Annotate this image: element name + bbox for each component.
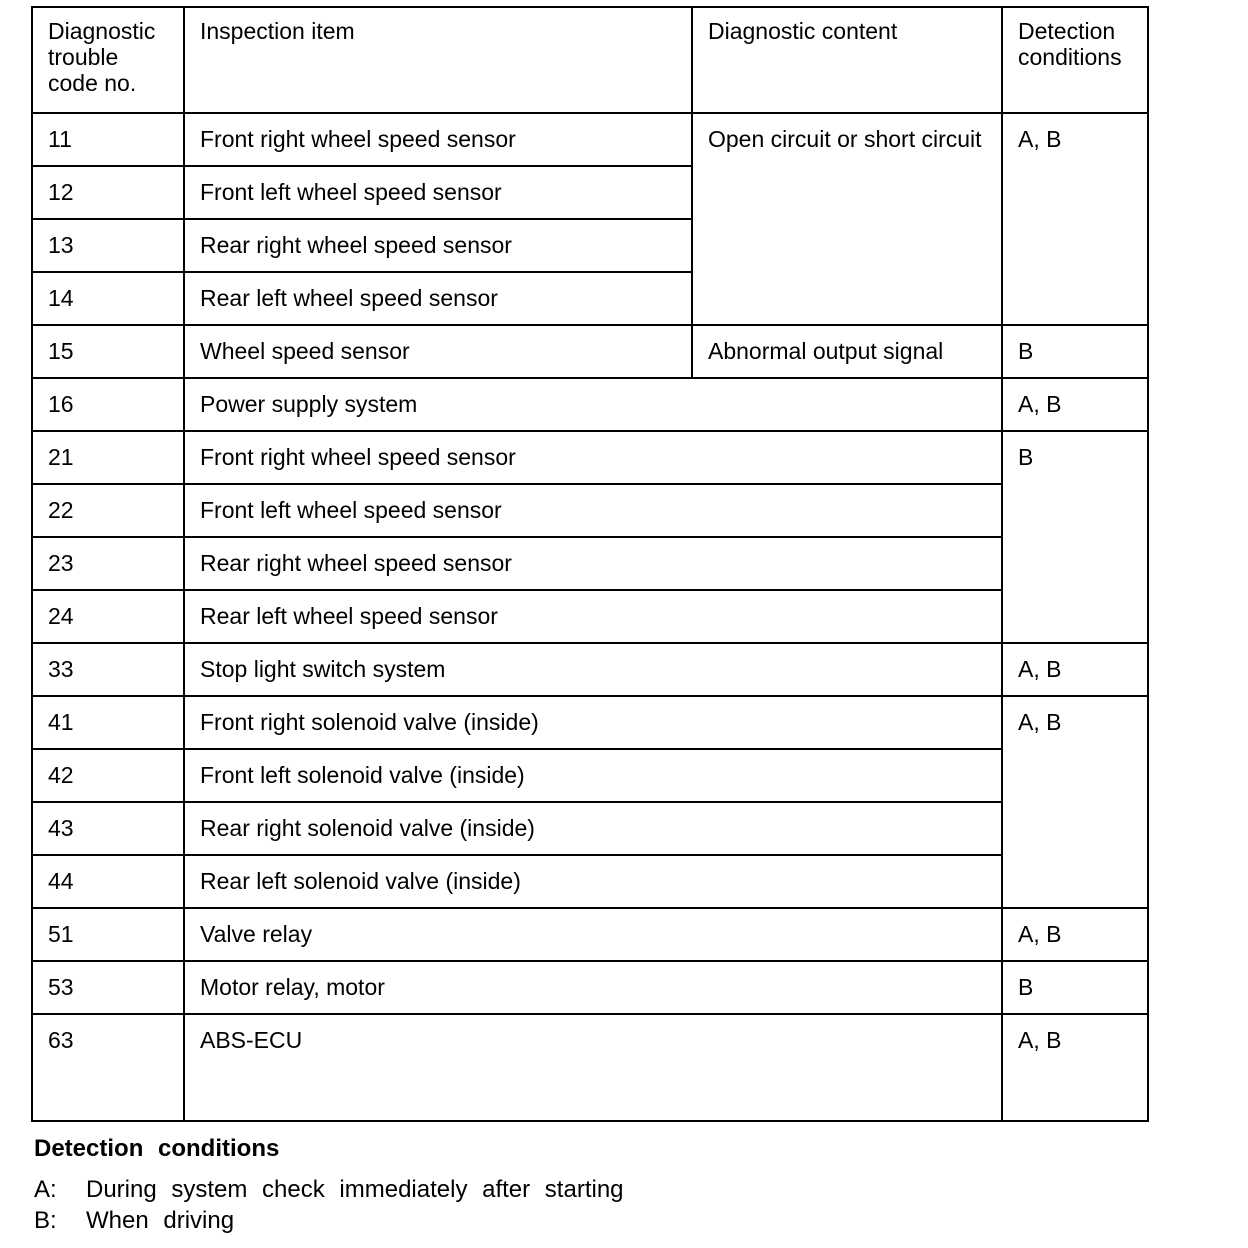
inspection-item-cell: Front right wheel speed sensor <box>184 113 692 166</box>
code-cell: 23 <box>32 537 184 590</box>
code-cell: 21 <box>32 431 184 484</box>
detection-conditions-cell: B <box>1002 325 1148 378</box>
code-cell: 43 <box>32 802 184 855</box>
code-cell: 53 <box>32 961 184 1014</box>
table-row <box>32 802 1148 855</box>
table-row <box>32 113 1148 166</box>
code-cell: 33 <box>32 643 184 696</box>
legend-item <box>34 1205 934 1236</box>
legend-item <box>34 1174 934 1205</box>
legend-key: A: <box>34 1176 57 1203</box>
inspection-item-cell: ABS-ECU <box>184 1014 1002 1121</box>
table-row <box>32 484 1148 537</box>
inspection-item-cell: Front left wheel speed sensor <box>184 166 692 219</box>
inspection-item-cell: Front left wheel speed sensor <box>184 484 1002 537</box>
inspection-item-cell: Rear right solenoid valve (inside) <box>184 802 1002 855</box>
detection-conditions-cell: A, B <box>1002 696 1148 908</box>
table-row <box>32 1014 1148 1121</box>
header-inspection-item: Inspection item <box>184 7 692 113</box>
table-row <box>32 696 1148 749</box>
table-row <box>32 908 1148 961</box>
detection-conditions-cell: A, B <box>1002 113 1148 325</box>
inspection-item-cell: Rear left solenoid valve (inside) <box>184 855 1002 908</box>
detection-conditions-cell: A, B <box>1002 378 1148 431</box>
code-cell: 15 <box>32 325 184 378</box>
inspection-item-cell: Motor relay, motor <box>184 961 1002 1014</box>
diagnostic-content-cell: Abnormal output signal <box>692 325 1002 378</box>
code-cell: 42 <box>32 749 184 802</box>
detection-conditions-cell: A, B <box>1002 908 1148 961</box>
table-row <box>32 643 1148 696</box>
inspection-item-cell: Front right wheel speed sensor <box>184 431 1002 484</box>
code-cell: 51 <box>32 908 184 961</box>
table-row <box>32 855 1148 908</box>
table-row <box>32 325 1148 378</box>
legend-title: Detection conditions <box>34 1135 280 1162</box>
inspection-item-cell: Front left solenoid valve (inside) <box>184 749 1002 802</box>
code-cell: 12 <box>32 166 184 219</box>
header-diagnostic-content: Diagnostic content <box>692 7 1002 113</box>
table-row <box>32 590 1148 643</box>
legend-key: B: <box>34 1207 57 1234</box>
diagnostic-trouble-code-table <box>31 6 1149 1122</box>
detection-conditions-cell: A, B <box>1002 1014 1148 1121</box>
code-cell: 11 <box>32 113 184 166</box>
code-cell: 24 <box>32 590 184 643</box>
table-row <box>32 961 1148 1014</box>
legend-description: When driving <box>86 1207 235 1234</box>
code-cell: 41 <box>32 696 184 749</box>
inspection-item-cell: Wheel speed sensor <box>184 325 692 378</box>
header-detection-conditions: Detection conditions <box>1002 7 1148 113</box>
header-code: Diagnostic trouble code no. <box>32 7 184 113</box>
detection-conditions-legend <box>34 1134 934 1236</box>
detection-conditions-cell: B <box>1002 431 1148 643</box>
table-row <box>32 378 1148 431</box>
inspection-item-cell: Stop light switch system <box>184 643 1002 696</box>
inspection-item-cell: Valve relay <box>184 908 1002 961</box>
table-row <box>32 749 1148 802</box>
code-cell: 16 <box>32 378 184 431</box>
code-cell: 14 <box>32 272 184 325</box>
inspection-item-cell: Power supply system <box>184 378 1002 431</box>
inspection-item-cell: Rear left wheel speed sensor <box>184 590 1002 643</box>
inspection-item-cell: Rear left wheel speed sensor <box>184 272 692 325</box>
code-cell: 22 <box>32 484 184 537</box>
diagnostic-content-cell: Open circuit or short circuit <box>692 113 1002 325</box>
code-cell: 13 <box>32 219 184 272</box>
detection-conditions-cell: A, B <box>1002 643 1148 696</box>
table-row <box>32 537 1148 590</box>
detection-conditions-cell: B <box>1002 961 1148 1014</box>
legend-description: During system check immediately after starting <box>86 1176 624 1203</box>
inspection-item-cell: Rear right wheel speed sensor <box>184 219 692 272</box>
code-cell: 63 <box>32 1014 184 1121</box>
inspection-item-cell: Front right solenoid valve (inside) <box>184 696 1002 749</box>
inspection-item-cell: Rear right wheel speed sensor <box>184 537 1002 590</box>
table-header-row <box>32 7 1148 113</box>
code-cell: 44 <box>32 855 184 908</box>
table-row <box>32 431 1148 484</box>
